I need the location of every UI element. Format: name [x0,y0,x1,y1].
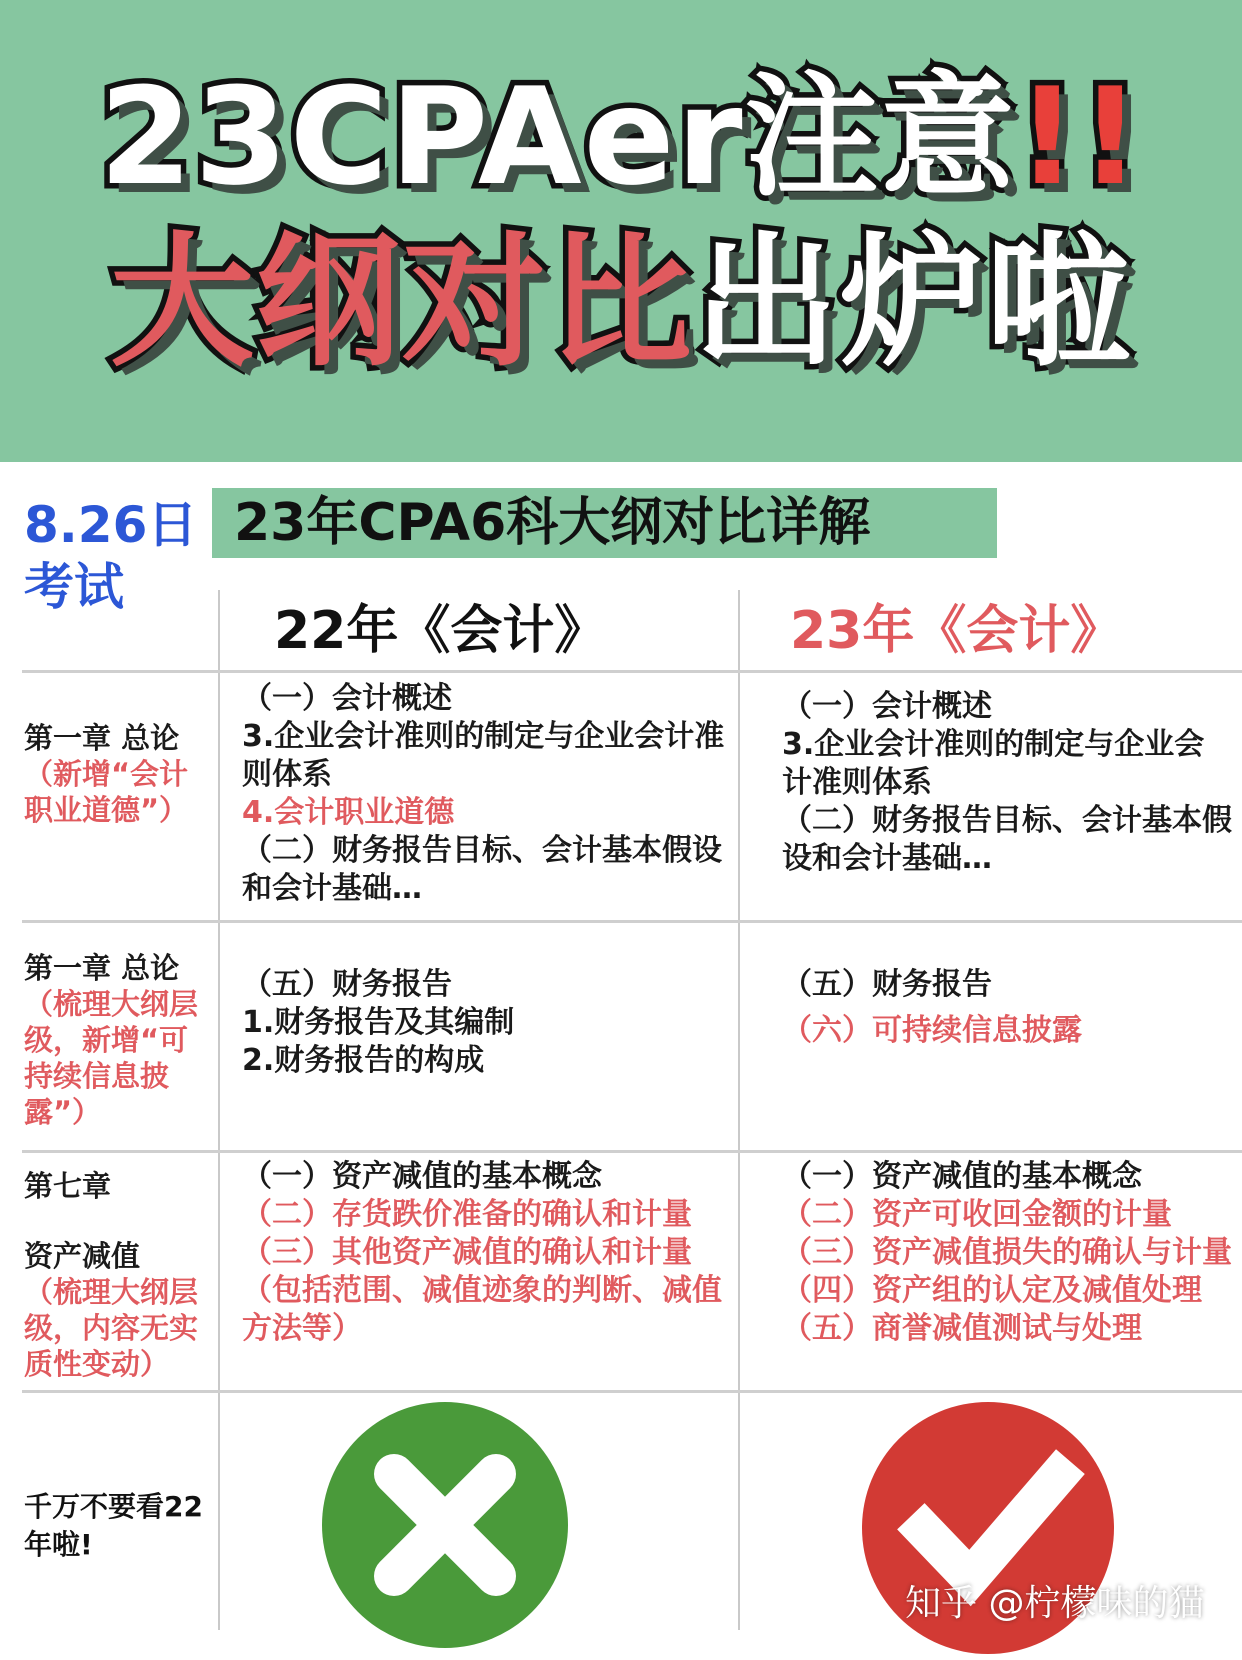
row-3-note: （梳理大纲层级，内容无实质性变动） [24,1275,199,1381]
row-2-title: 第一章 总论 [24,951,180,985]
row-1-old-line: （二）财务报告目标、会计基本假设和会计基础… [242,833,722,906]
row-divider-header [22,670,1242,673]
row-1-new-line: 3.企业会计准则的制定与企业会计准则体系 [782,727,1205,800]
row-2-note: （梳理大纲层级，新增“可持续信息披露”） [24,987,199,1129]
row-divider-2 [22,1150,1242,1153]
row-3-new-line: （一）资产减值的基本概念 [782,1159,1142,1194]
column-header-new: 23年《会计》 [790,601,1123,661]
footer-warning: 千万不要看22年啦! [24,1490,203,1561]
exclaim-icon: !! [1016,59,1143,215]
row-1-title: 第一章 总论 [24,721,180,755]
row-3-old-line: （一）资产减值的基本概念 [242,1159,602,1194]
row-1-old-line: 4.会计职业道德 [242,795,455,830]
title-line-1 [0,59,1242,215]
exam-date: 8.26日考试 [24,496,198,616]
row-1-old-line: 3.企业会计准则的制定与企业会计准则体系 [242,719,725,792]
watermark: 知乎 @柠檬味的猫 [905,1583,1205,1624]
row-3-title-2: 资产减值 [24,1239,141,1273]
row-3-old-line: （二）存货跌价准备的确认和计量 [242,1197,692,1232]
row-3-new-line: （四）资产组的认定及减值处理 [782,1273,1202,1308]
row-2-new-line: （六）可持续信息披露 [782,1013,1082,1048]
row-3-old-line: （三）其他资产减值的确认和计量（包括范围、减值迹象的判断、减值方法等） [242,1235,722,1346]
subtitle-bar: 23年CPA6科大纲对比详解 [212,488,997,558]
row-1-new-cell [782,688,1232,878]
title-line-2 [0,218,1242,386]
cross-icon [322,1402,568,1648]
title-main: 23CPAer注意 [99,59,1017,215]
title-red-part: 大纲对比 [109,218,694,386]
row-1-old-cell [242,680,730,908]
row-divider-1 [22,920,1242,923]
row-2-old-line: 1.财务报告及其编制 [242,1005,515,1040]
row-1-note: （新增“会计职业道德”） [24,757,189,827]
row-2-old-cell [242,966,730,1080]
row-3-new-line: （三）资产减值损失的确认与计量 [782,1235,1232,1270]
row-divider-3 [22,1390,1242,1393]
row-2-old-line: 2.财务报告的构成 [242,1043,485,1078]
row-2-new-line: （五）财务报告 [782,967,992,1002]
row-1-label [24,720,214,828]
column-divider-1 [218,590,220,1630]
row-3-label [24,1168,214,1382]
column-divider-2 [738,590,740,1630]
row-3-new-cell [782,1158,1232,1348]
cross-circle [322,1402,568,1648]
row-1-new-line: （一）会计概述 [782,689,992,724]
row-3-new-line: （五）商誉减值测试与处理 [782,1311,1142,1346]
title-white-part: 出炉啦 [694,218,1133,386]
row-2-old-line: （五）财务报告 [242,967,452,1002]
column-header-old: 22年《会计》 [274,601,607,661]
row-1-old-line: （一）会计概述 [242,681,452,716]
row-3-new-line: （二）资产可收回金额的计量 [782,1197,1172,1232]
row-1-new-line: （二）财务报告目标、会计基本假设和会计基础… [782,803,1232,876]
row-3-old-cell [242,1158,730,1348]
row-2-new-cell [782,966,1232,1050]
row-3-title: 第七章 [24,1169,112,1203]
row-2-label [24,950,214,1130]
